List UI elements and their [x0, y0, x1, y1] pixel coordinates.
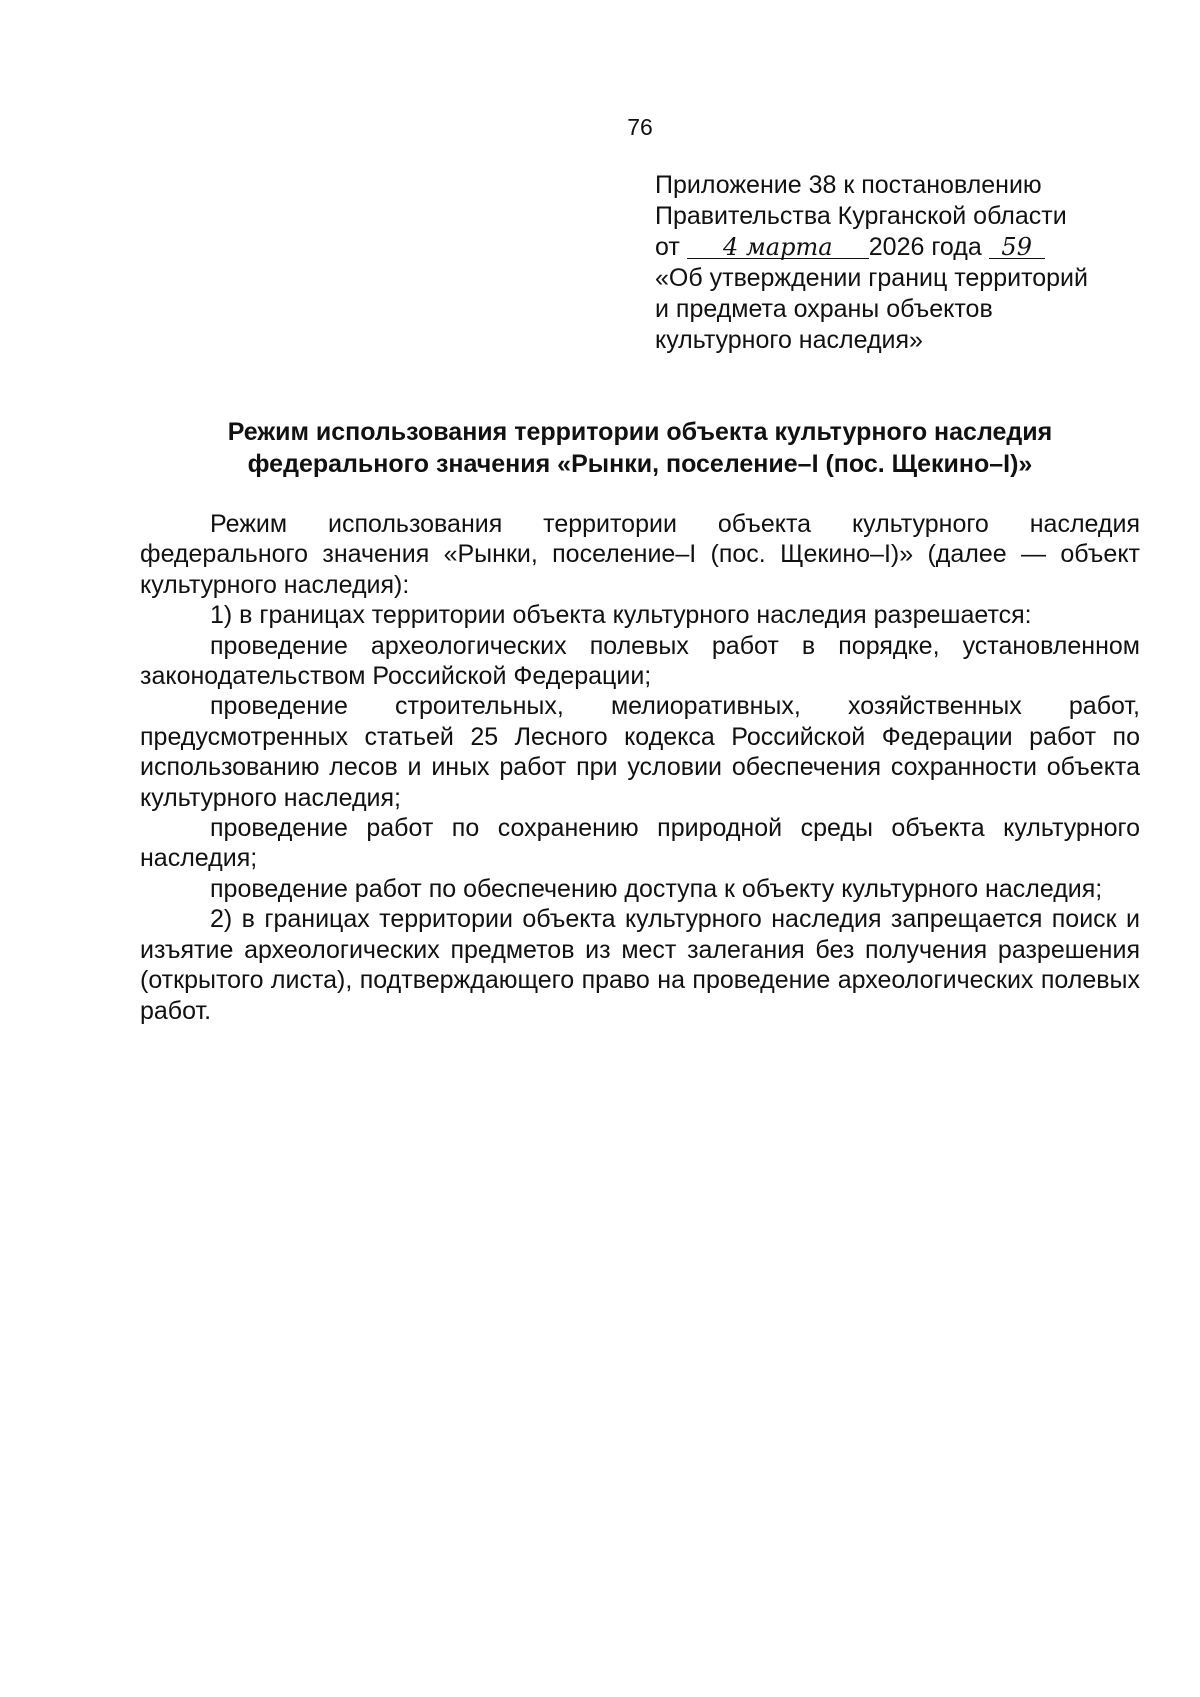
paragraph-access-works: проведение работ по обеспечению доступа к объекту культурного наследия; — [210, 874, 1103, 903]
appendix-line-6: культурного наследия» — [655, 326, 923, 354]
document-body — [140, 509, 1140, 1026]
paragraph-archaeological-works: проведение археологических полевых работ в порядке, установленном законодательством Российской Федерации; — [140, 631, 1140, 691]
paragraph-intro: Режим использования территории объекта культурного наследия федерального значения «Рынки, поселение–I (пос. Щекино–I)» (далее — объект культурного наследия): — [140, 510, 1140, 599]
paragraph-item-1: 1) в границах территории объекта культурного наследия разрешается: — [210, 601, 1032, 630]
appendix-line-4: «Об утверждении границ территорий — [655, 264, 1088, 292]
year-text: 2026 года — [868, 233, 982, 261]
title-line-2: федерального значения «Рынки, поселение–I (пос. Щекино–I)» — [247, 450, 1033, 478]
handwritten-date: 4 марта — [687, 236, 869, 259]
appendix-line-5: и предмета охраны объектов — [655, 295, 993, 323]
page-number: 76 — [627, 114, 653, 140]
appendix-date-line — [655, 232, 1125, 263]
handwritten-number: 59 — [989, 236, 1045, 259]
appendix-header — [655, 170, 1125, 356]
paragraph-item-2: 2) в границах территории объекта культурного наследия запрещается поиск и изъятие археологических предметов из мест залегания без получения разрешения (открытого листа), подтверждающего право на проведение археологических полевых работ. — [140, 905, 1140, 1025]
document-title — [140, 416, 1140, 480]
appendix-line-2: Правительства Курганской области — [655, 202, 1067, 230]
paragraph-construction-works: проведение строительных, мелиоративных, хозяйственных работ, предусмотренных статьей 25 Лесного кодекса Российской Федерации работ по использованию лесов и иных работ при условии обеспечения сохранности объекта культурного наследия; — [140, 692, 1140, 812]
paragraph-nature-preservation: проведение работ по сохранению природной среды объекта культурного наследия; — [140, 814, 1140, 873]
date-prefix: от — [655, 233, 680, 261]
appendix-line-1: Приложение 38 к постановлению — [655, 171, 1042, 199]
title-line-1: Режим использования территории объекта культурного наследия — [227, 418, 1053, 446]
